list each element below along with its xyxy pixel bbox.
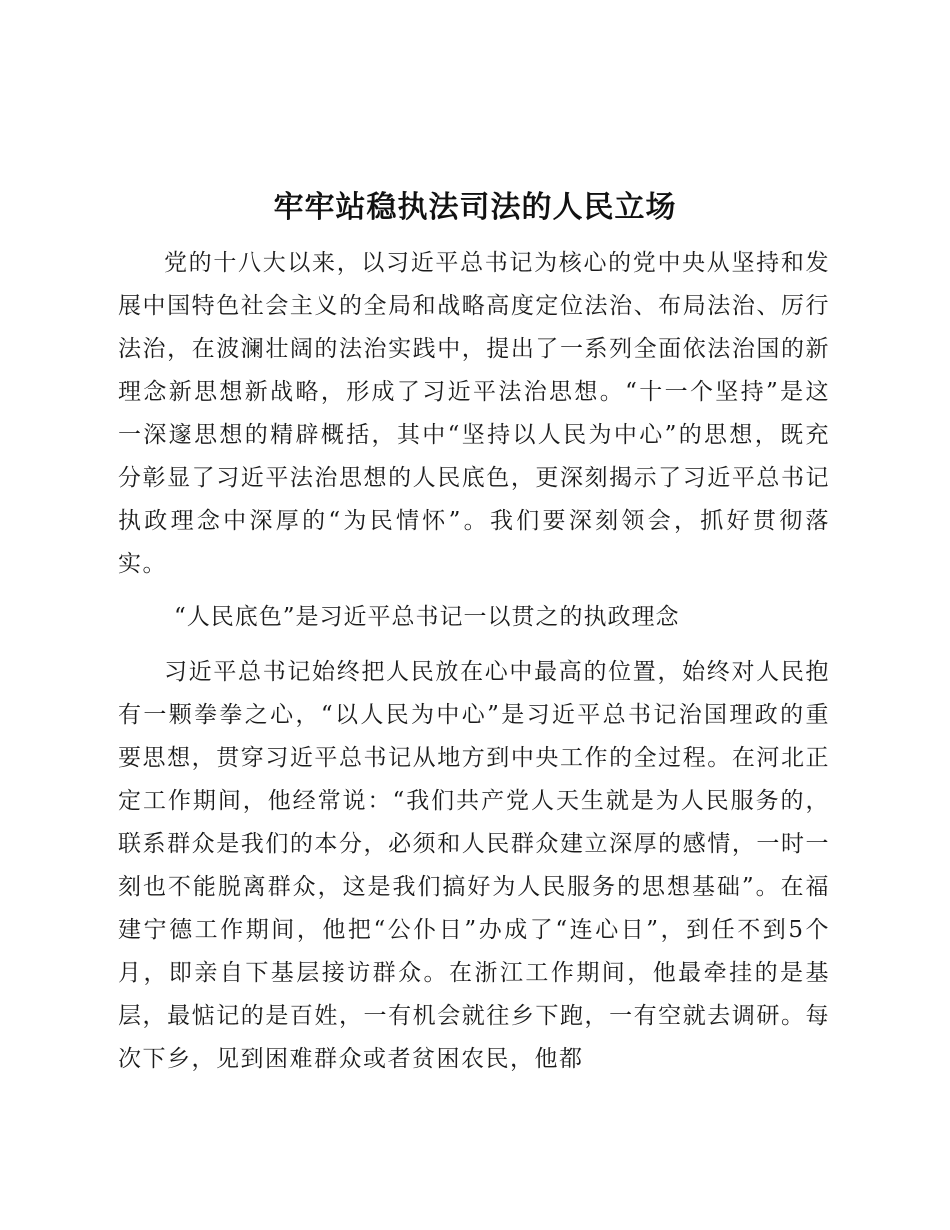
section-heading: “人民底色”是习近平总书记一以贯之的执政理念 [174,604,680,630]
document-title: 牢牢站稳执法司法的人民立场 [273,190,677,225]
section-paragraph: 习近平总书记始终把人民放在心中最高的位置，始终对人民抱有一颗拳拳之心，“以人民为中心”是习近平总书记治国理政的重要思想，贯穿习近平总书记从地方到中央工作的全过程。在河北正定工作期间，他经常说：“我们共产党人天生就是为人民服务的，联系群众是我们的本分，必须和人民群众建立深厚的感情，一时一刻也不能脱离群众，这是我们搞好为人民服务的思想基础”。在福建宁德工作期间，他把“公仆日”办成了“连心日”，到任不到5个月，即亲自下基层接访群众。在浙江工作期间，他最牵挂的是基层，最惦记的是百姓，一有机会就往乡下跑，一有空就去调研。每次下乡，见到困难群众或者贫困农民，他都 [118,659,830,1072]
document-body [118,242,830,1081]
intro-paragraph: 党的十八大以来，以习近平总书记为核心的党中央从坚持和发展中国特色社会主义的全局和战略高度定位法治、布局法治、厉行法治，在波澜壮阔的法治实践中，提出了一系列全面依法治国的新理念新思想新战略，形成了习近平法治思想。“十一个坚持”是这一深邃思想的精辟概括，其中“坚持以人民为中心”的思想，既充分彰显了习近平法治思想的人民底色，更深刻揭示了习近平总书记执政理念中深厚的“为民情怀”。我们要深刻领会，抓好贯彻落实。 [118,250,830,577]
